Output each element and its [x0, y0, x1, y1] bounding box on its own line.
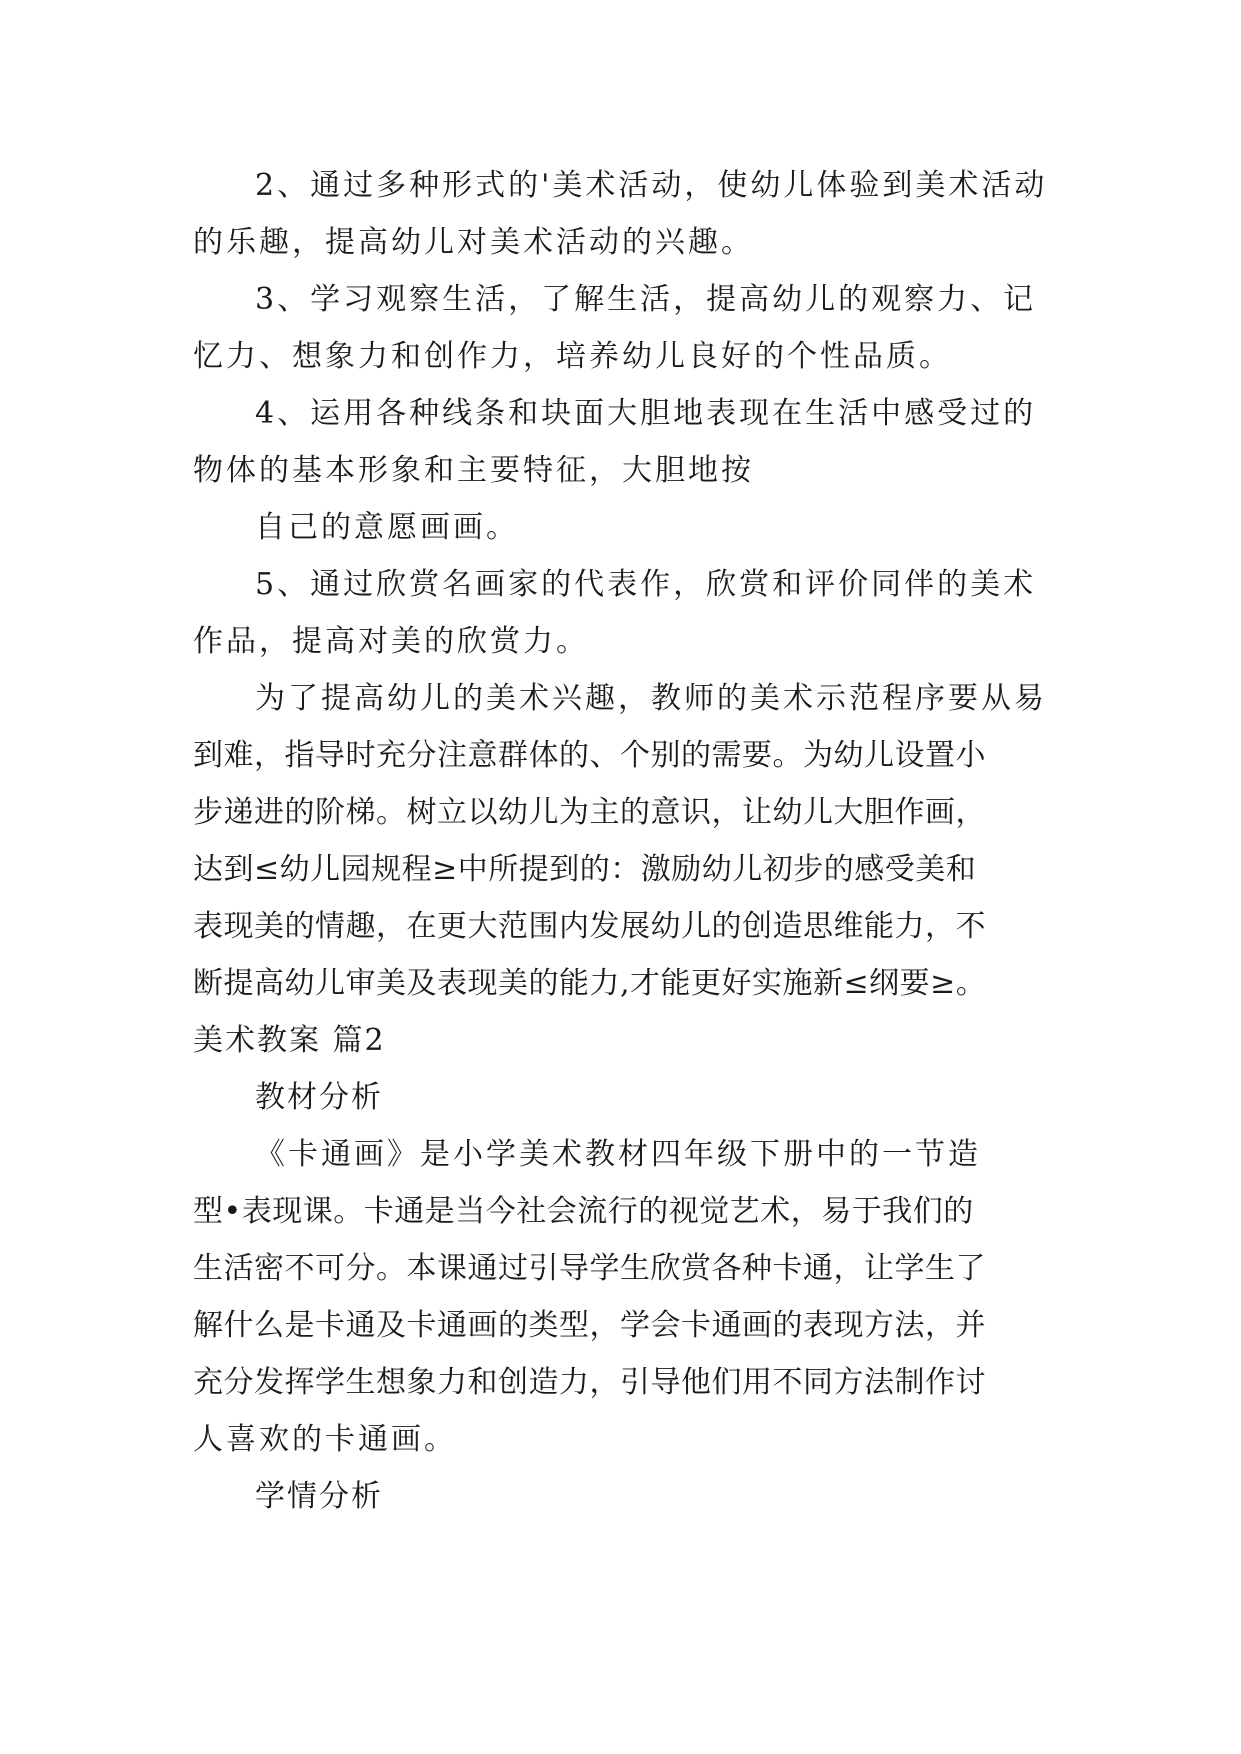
- text-line: 2、通过多种形式的'美术活动，使幼儿体验到美术活动: [255, 168, 1048, 203]
- text-line: 3、学习观察生活，了解生活，提高幼儿的观察力、记: [255, 282, 1037, 317]
- text-line: 人喜欢的卡通画。: [193, 1422, 457, 1457]
- text-line: 达到≤幼儿园规程≥中所提到的：激励幼儿初步的感受美和: [193, 852, 977, 887]
- text-line: 自己的意愿画画。: [255, 510, 519, 545]
- text-line: 5、通过欣赏名画家的代表作，欣赏和评价同伴的美术: [255, 567, 1037, 602]
- text-line: 生活密不可分。本课通过引导学生欣赏各种卡通，让学生了: [193, 1251, 986, 1286]
- text-line: 为了提高幼儿的美术兴趣，教师的美术示范程序要从易: [255, 681, 1047, 716]
- text-line: 断提高幼儿审美及表现美的能力,才能更好实施新≤纲要≥。: [193, 966, 987, 1001]
- text-line: 解什么是卡通及卡通画的类型，学会卡通画的表现方法，并: [193, 1308, 986, 1343]
- text-line: 忆力、想象力和创作力，培养幼儿良好的个性品质。: [193, 339, 952, 374]
- text-line: 物体的基本形象和主要特征，大胆地按: [193, 453, 754, 488]
- text-line: 的乐趣，提高幼儿对美术活动的兴趣。: [193, 225, 754, 260]
- text-line: 作品，提高对美的欣赏力。: [193, 624, 589, 659]
- text-line: 步递进的阶梯。树立以幼儿为主的意识，让幼儿大胆作画，: [193, 795, 986, 830]
- text-line: 型•表现课。卡通是当今社会流行的视觉艺术，易于我们的: [193, 1194, 974, 1229]
- text-line: 充分发挥学生想象力和创造力，引导他们用不同方法制作讨: [193, 1365, 986, 1400]
- text-line: 4、运用各种线条和块面大胆地表现在生活中感受过的: [255, 396, 1037, 431]
- subsection-heading: 学情分析: [255, 1479, 383, 1514]
- text-line: 表现美的情趣，在更大范围内发展幼儿的创造思维能力，不: [193, 909, 986, 944]
- subsection-heading: 教材分析: [255, 1080, 383, 1115]
- text-line: 《卡通画》是小学美术教材四年级下册中的一节造: [255, 1137, 981, 1172]
- text-line: 到难，指导时充分注意群体的、个别的需要。为幼儿设置小: [193, 738, 986, 773]
- section-heading: 美术教案 篇2: [193, 1023, 386, 1058]
